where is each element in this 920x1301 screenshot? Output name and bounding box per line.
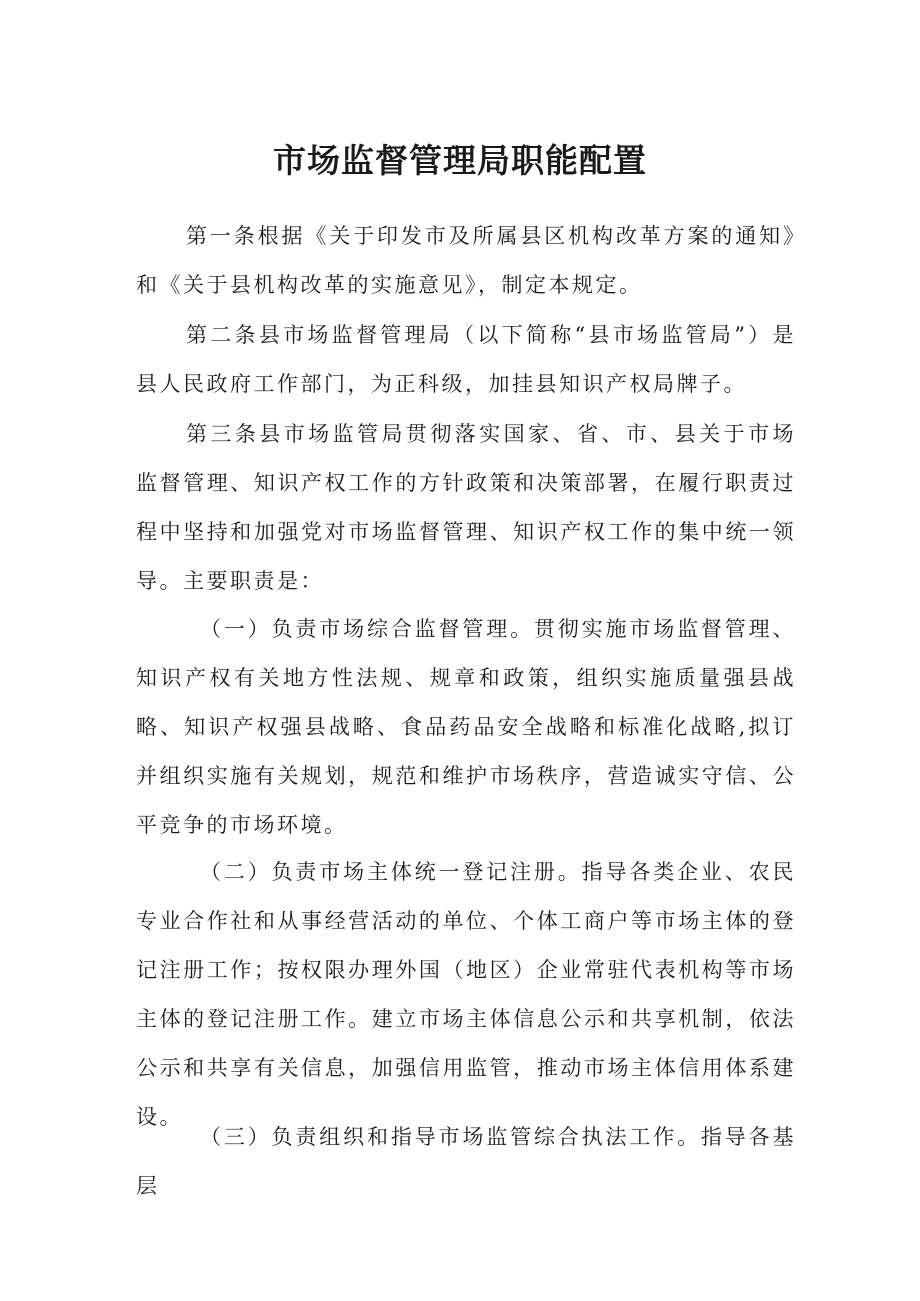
paragraph-duty-2: （二）负责市场主体统一登记注册。指导各类企业、农民专业合作社和从事经营活动的单位、个体工商户等市场主体的登记注册工作；按权限办理外国（地区）企业常驻代表机构等市场主体的登记注册工作。建立市场主体信息公示和共享机制，依法公示和共享有关信息，加强信用监管，推动市场主体信用体系建设。 xyxy=(136,860,796,1129)
paragraph-duty-1: （一）负责市场综合监督管理。贯彻实施市场监督管理、知识产权有关地方性法规、规章和政策，组织实施质量强县战略、知识产权强县战略、食品药品安全战略和标准化战略,拟订并组织实施有关规划，规范和维护市场秩序，营造诚实守信、公平竞争的市场环境。 xyxy=(136,617,796,837)
paragraph-duty-3: （三）负责组织和指导市场监管综合执法工作。指导各基层 xyxy=(136,1125,796,1198)
paragraph-article-1: 第一条根据《关于印发市及所属县区机构改革方案的通知》和《关于县机构改革的实施意见》，制定本规定。 xyxy=(136,224,796,297)
paragraph-article-2: 第二条县市场监督管理局（以下简称“县市场监管局”）是县人民政府工作部门，为正科级，加挂县知识产权局牌子。 xyxy=(136,323,796,396)
paragraph-article-3: 第三条县市场监管局贯彻落实国家、省、市、县关于市场监督管理、知识产权工作的方针政策和决策部署，在履行职责过程中坚持和加强党对市场监督管理、知识产权工作的集中统一领导。主要职责是： xyxy=(136,422,796,593)
page-title: 市场监督管理局职能配置 xyxy=(273,141,647,180)
